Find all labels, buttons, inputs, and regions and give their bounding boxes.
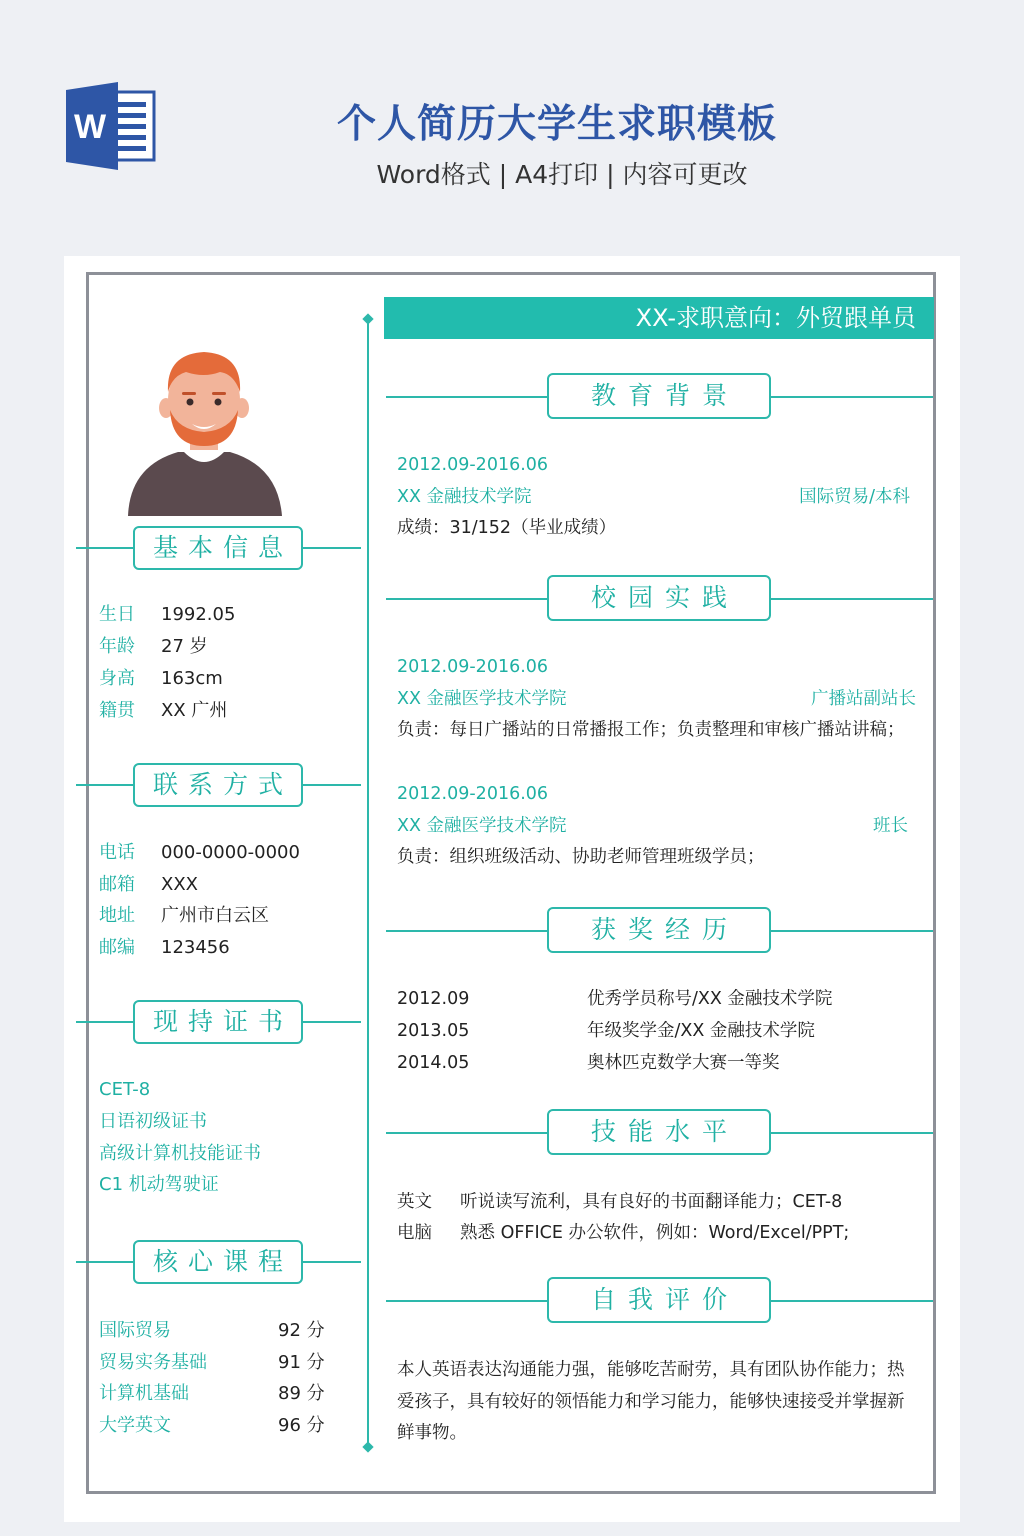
info-label: 籍贯 (99, 700, 135, 721)
course-score: 96 分 (278, 1415, 325, 1436)
info-label: 生日 (99, 604, 135, 625)
avatar (122, 348, 286, 516)
campus-header: 校园实践 (547, 575, 771, 621)
certificate-item: CET-8 (99, 1079, 151, 1100)
campus-school: XX 金融医学技术学院 (397, 689, 567, 709)
info-value: XX 广州 (161, 700, 228, 721)
award-desc: 优秀学员称号/XX 金融技术学院 (587, 989, 833, 1009)
timeline-line (367, 318, 369, 1446)
info-value: 163cm (161, 668, 223, 689)
skill-desc: 熟悉 OFFICE 办公软件，例如：Word/Excel/PPT; (460, 1223, 850, 1243)
info-value: 27 岁 (161, 636, 208, 657)
skill-desc: 听说读写流利，具有良好的书面翻译能力；CET-8 (460, 1192, 843, 1212)
contact-header: 联系方式 (133, 763, 303, 807)
job-intent-banner: XX-求职意向：外贸跟单员 (384, 297, 934, 339)
course-score: 91 分 (278, 1352, 325, 1373)
campus-date: 2012.09-2016.06 (397, 657, 549, 677)
contact-label: 电话 (99, 842, 135, 863)
certificate-item: 高级计算机技能证书 (99, 1143, 261, 1164)
award-desc: 年级奖学金/XX 金融技术学院 (587, 1021, 815, 1041)
course-name: 大学英文 (99, 1415, 171, 1436)
education-school: XX 金融技术学院 (397, 487, 532, 507)
info-value: 1992.05 (161, 604, 236, 625)
award-date: 2013.05 (397, 1021, 470, 1041)
courses-header: 核心课程 (133, 1240, 303, 1284)
course-score: 89 分 (278, 1383, 325, 1404)
basic-info-header: 基本信息 (133, 526, 303, 570)
page-title: 个人简历大学生求职模板 (336, 102, 777, 147)
skill-label: 电脑 (397, 1223, 432, 1243)
campus-role: 广播站副站长 (811, 689, 916, 709)
awards-header: 获奖经历 (547, 907, 771, 953)
campus-desc: 负责：每日广播站的日常播报工作；负责整理和审核广播站讲稿； (397, 720, 905, 740)
certificate-item: 日语初级证书 (99, 1111, 207, 1132)
campus-desc: 负责：组织班级活动、协助老师管理班级学员； (397, 847, 765, 867)
course-name: 贸易实务基础 (99, 1352, 207, 1373)
self-eval-header: 自我评价 (547, 1277, 771, 1323)
svg-text:W: W (73, 108, 107, 146)
education-header: 教育背景 (547, 373, 771, 419)
skill-label: 英文 (397, 1192, 432, 1212)
contact-label: 邮编 (99, 937, 135, 958)
certificate-item: C1 机动驾驶证 (99, 1174, 219, 1195)
award-desc: 奥林匹克数学大赛一等奖 (587, 1053, 780, 1073)
certificates-header: 现持证书 (133, 1000, 303, 1044)
course-name: 国际贸易 (99, 1320, 171, 1341)
contact-value: 000-0000-0000 (161, 842, 300, 863)
self-eval-text: 本人英语表达沟通能力强，能够吃苦耐劳，具有团队协作能力；热 (397, 1360, 905, 1380)
education-major: 国际贸易/本科 (799, 487, 910, 507)
page-subtitle: Word格式 | A4打印 | 内容可更改 (376, 160, 748, 189)
contact-label: 地址 (99, 905, 135, 926)
campus-school: XX 金融医学技术学院 (397, 816, 567, 836)
award-date: 2014.05 (397, 1053, 470, 1073)
contact-value: 广州市白云区 (161, 905, 269, 926)
campus-date: 2012.09-2016.06 (397, 784, 549, 804)
skills-header: 技能水平 (547, 1109, 771, 1155)
campus-role: 班长 (873, 816, 908, 836)
course-score: 92 分 (278, 1320, 325, 1341)
contact-label: 邮箱 (99, 874, 135, 895)
course-name: 计算机基础 (99, 1383, 189, 1404)
contact-value: 123456 (161, 937, 230, 958)
education-grade: 成绩：31/152（毕业成绩） (397, 518, 617, 538)
info-label: 年龄 (99, 636, 135, 657)
education-date: 2012.09-2016.06 (397, 455, 549, 475)
contact-value: XXX (161, 874, 198, 895)
self-eval-text: 鲜事物。 (397, 1423, 467, 1443)
self-eval-text: 爱孩子，具有较好的领悟能力和学习能力，能够快速接受并掌握新 (397, 1392, 905, 1412)
award-date: 2012.09 (397, 989, 470, 1009)
info-label: 身高 (99, 668, 135, 689)
